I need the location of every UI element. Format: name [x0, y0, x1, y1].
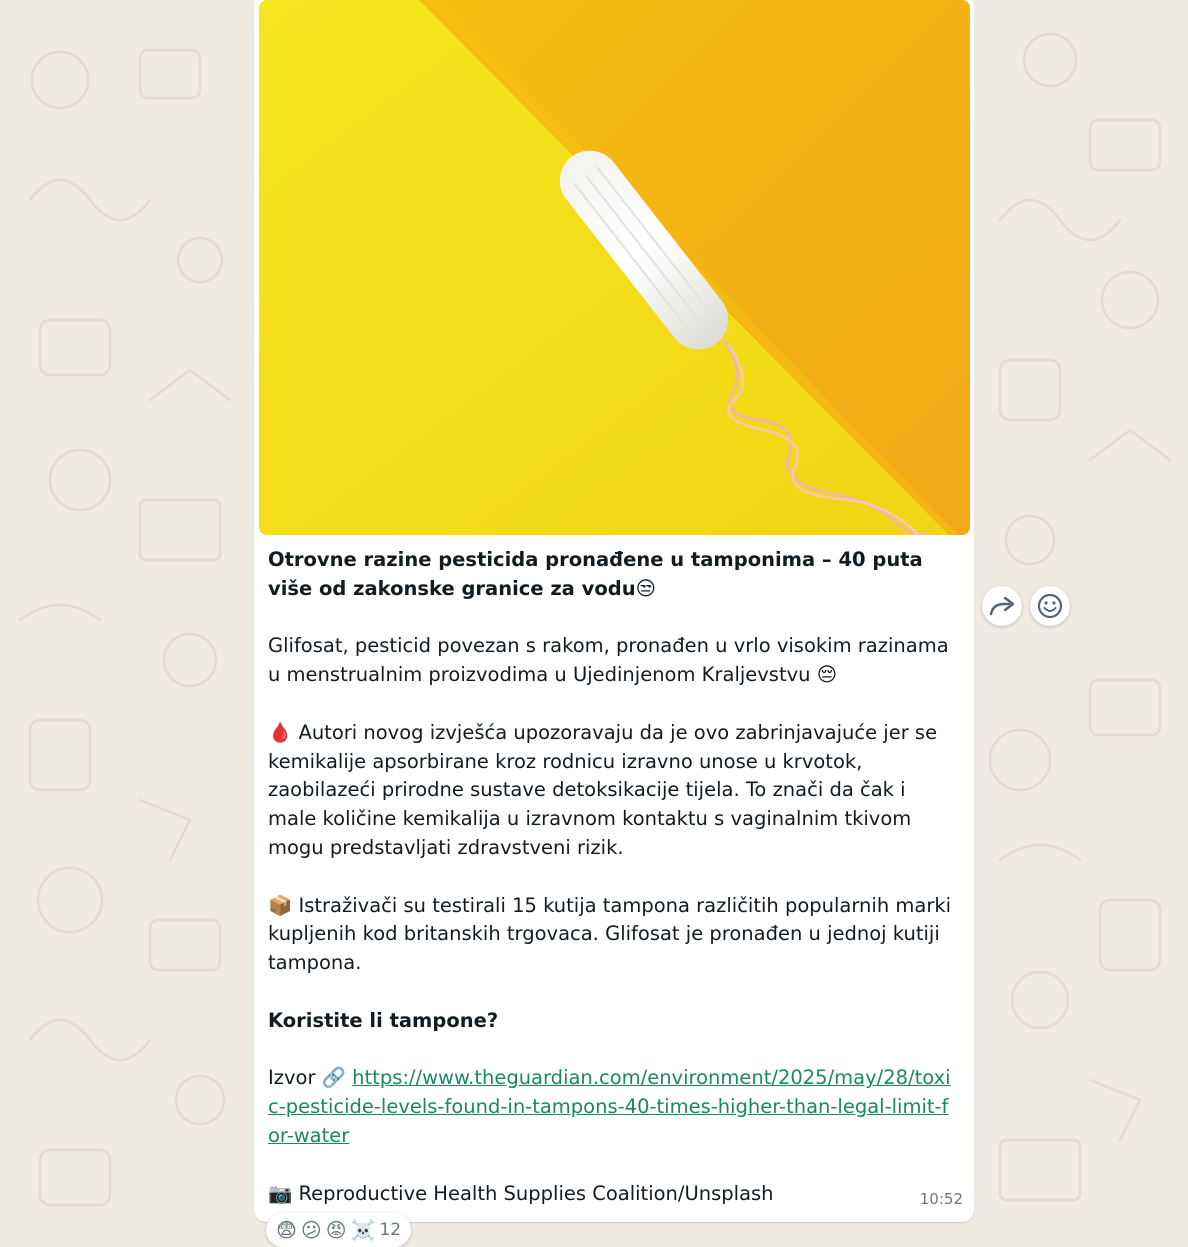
forward-button[interactable]	[982, 586, 1022, 626]
tampon-photo	[259, 0, 970, 535]
skull-crossbones-icon: ☠️	[350, 1218, 376, 1242]
source-link[interactable]: https://www.theguardian.com/environment/2025/may/28/toxic-pesticide-levels-found-in-tampons-40-times-higher-than-legal-limit-for-water	[268, 1066, 951, 1147]
message-paragraph-3: 📦 Istraživači su testirali 15 kutija tampona različitih popularnih marki kupljenih kod britanskih trgovaca. Glifosat je pronađen u jednoj kutiji tampona.	[268, 893, 952, 975]
reactions-bar[interactable]	[266, 1213, 411, 1247]
message-photo-credit: 📷 Reproductive Health Supplies Coalition/Unsplash	[268, 1181, 774, 1205]
unamused-face-icon: 😒	[635, 576, 656, 600]
forward-icon	[988, 595, 1016, 617]
message-timestamp: 10:52	[919, 1190, 963, 1208]
pensive-face-icon: 😔	[816, 663, 838, 687]
blood-drop-icon: 🩸	[268, 720, 293, 744]
camera-icon: 📷	[268, 1181, 293, 1205]
message-text	[268, 546, 960, 1208]
link-icon: 🔗	[321, 1066, 346, 1090]
message-bubble[interactable]	[254, 0, 974, 1222]
message-paragraph-2: 🩸 Autori novog izvješća upozoravaju da je ovo zabrinjavajuće jer se kemikalije apsorbirane kroz rodnicu izravno unose u krvotok, zaobilazeći prirodne sustave detoksikacije tijela. To znači da čak i male količine kemikalija u izravnom kontaktu s vaginalnim tkivom mogu predstavljati zdravstveni rizik.	[268, 720, 938, 859]
fearful-face-icon: 😨	[276, 1218, 297, 1242]
package-icon: 📦	[268, 893, 293, 917]
angry-face-icon: 😡	[325, 1218, 347, 1242]
react-button[interactable]	[1030, 586, 1070, 626]
smiley-icon	[1037, 593, 1063, 619]
confused-face-icon: 😕	[300, 1218, 322, 1242]
message-photo[interactable]	[259, 0, 970, 535]
message-title: Otrovne razine pesticida pronađene u tamponima – 40 puta više od zakonske granice za vodu😒	[268, 548, 923, 600]
reaction-count: 12	[379, 1220, 402, 1240]
message-paragraph-1: Glifosat, pesticid povezan s rakom, pronađen u vrlo visokim razinama u menstrualnim proizvodima u Ujedinjenom Kraljevstvu 😔	[268, 634, 949, 687]
message-source: Izvor 🔗 https://www.theguardian.com/environment/2025/may/28/toxic-pesticide-levels-found-in-tampons-40-times-higher-than-legal-limit-for-water	[268, 1066, 951, 1147]
message-question: Koristite li tampone?	[268, 1008, 499, 1032]
